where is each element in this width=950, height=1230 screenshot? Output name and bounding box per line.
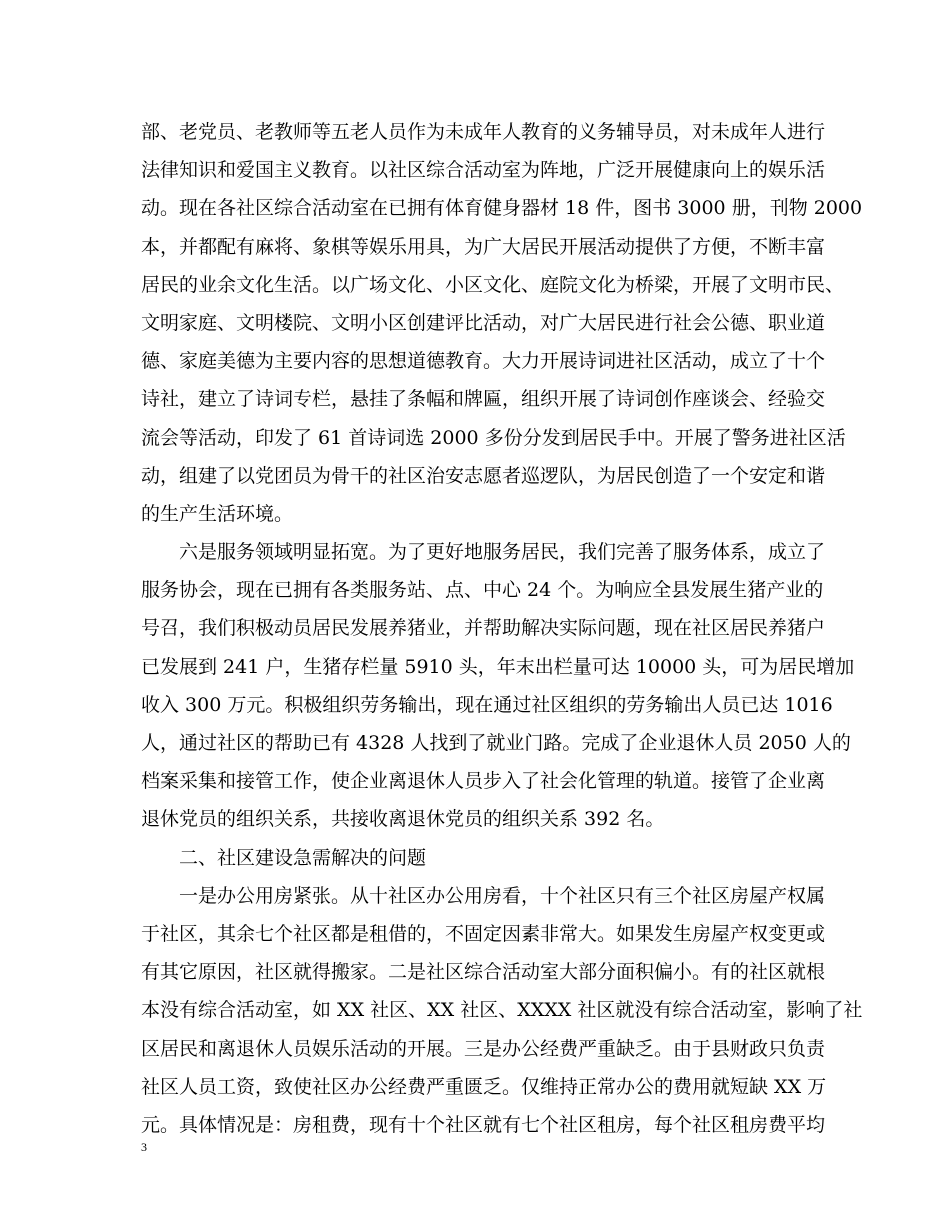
- text-line: 号召，我们积极动员居民发展养猪业，并帮助解决实际问题，现在社区居民养猪户: [141, 617, 826, 640]
- text-line: 元。具体情况是：房租费，现有十个社区就有七个社区租房，每个社区租房费平均: [141, 1113, 826, 1136]
- text-line: 档案采集和接管工作，使企业离退休人员步入了社会化管理的轨道。接管了企业离: [141, 770, 826, 793]
- text-line: 有其它原因，社区就得搬家。二是社区综合活动室大部分面积偏小。有的社区就根: [141, 961, 826, 984]
- body-text: [141, 113, 863, 1144]
- text-line: 区居民和离退休人员娱乐活动的开展。三是办公经费严重缺乏。由于县财政只负责: [141, 1037, 826, 1060]
- text-line: 动，组建了以党团员为骨干的社区治安志愿者巡逻队，为居民创造了一个安定和谐: [141, 464, 826, 487]
- paragraph-first-line: 一是办公用房紧张。从十社区办公用房看，十个社区只有三个社区房屋产权属: [179, 884, 826, 907]
- text-line: 部、老党员、老教师等五老人员作为未成年人教育的义务辅导员，对未成年人进行: [141, 121, 826, 143]
- text-line: 收入 300 万元。积极组织劳务输出，现在通过社区组织的劳务输出人员已达 1016: [141, 693, 833, 716]
- text-line: 社区人员工资，致使社区办公经费严重匮乏。仅维持正常办公的费用就短缺 XX 万: [141, 1075, 827, 1098]
- text-line: 人，通过社区的帮助已有 4328 人找到了就业门路。完成了企业退休人员 2050 人的: [141, 732, 851, 754]
- text-line: 退休党员的组织关系，共接收离退休党员的组织关系 392 名。: [141, 808, 665, 831]
- text-line: 于社区，其余七个社区都是租借的，不固定因素非常大。如果发生房屋产权变更或: [141, 922, 826, 945]
- text-line: 动。现在各社区综合活动室在已拥有体育健身器材 18 件，图书 3000 册，刊物 2000: [141, 197, 863, 220]
- section-heading: 二、社区建设急需解决的问题: [179, 846, 427, 869]
- text-line: 居民的业余文化生活。以广场文化、小区文化、庭院文化为桥梁，开展了文明市民、: [141, 273, 845, 296]
- paragraph-first-line: 六是服务领域明显拓宽。为了更好地服务居民，我们完善了服务体系，成立了: [179, 541, 826, 564]
- text-line: 已发展到 241 户，生猪存栏量 5910 头，年末出栏量可达 10000 头，可为居民增加: [141, 655, 855, 678]
- text-line: 本，并都配有麻将、象棋等娱乐用具，为广大居民开展活动提供了方便，不断丰富: [141, 235, 826, 258]
- text-line: 文明家庭、文明楼院、文明小区创建评比活动，对广大居民进行社会公德、职业道: [141, 311, 826, 334]
- text-line: 的生产生活环境。: [141, 502, 294, 525]
- text-line: 本没有综合活动室，如 XX 社区、XX 社区、XXXX 社区就没有综合活动室，影响了社: [141, 999, 863, 1022]
- text-line: 诗社，建立了诗词专栏，悬挂了条幅和牌匾，组织开展了诗词创作座谈会、经验交: [141, 388, 826, 411]
- text-line: 服务协会，现在已拥有各类服务站、点、中心 24 个。为响应全县发展生猪产业的: [141, 579, 824, 602]
- text-line: 德、家庭美德为主要内容的思想道德教育。大力开展诗词进社区活动，成立了十个: [141, 350, 826, 373]
- text-line: 法律知识和爱国主义教育。以社区综合活动室为阵地，广泛开展健康向上的娱乐活: [141, 159, 826, 182]
- text-line: 流会等活动，印发了 61 首诗词选 2000 多份分发到居民手中。开展了警务进社区活: [141, 426, 846, 449]
- page-number: 3: [141, 1140, 147, 1154]
